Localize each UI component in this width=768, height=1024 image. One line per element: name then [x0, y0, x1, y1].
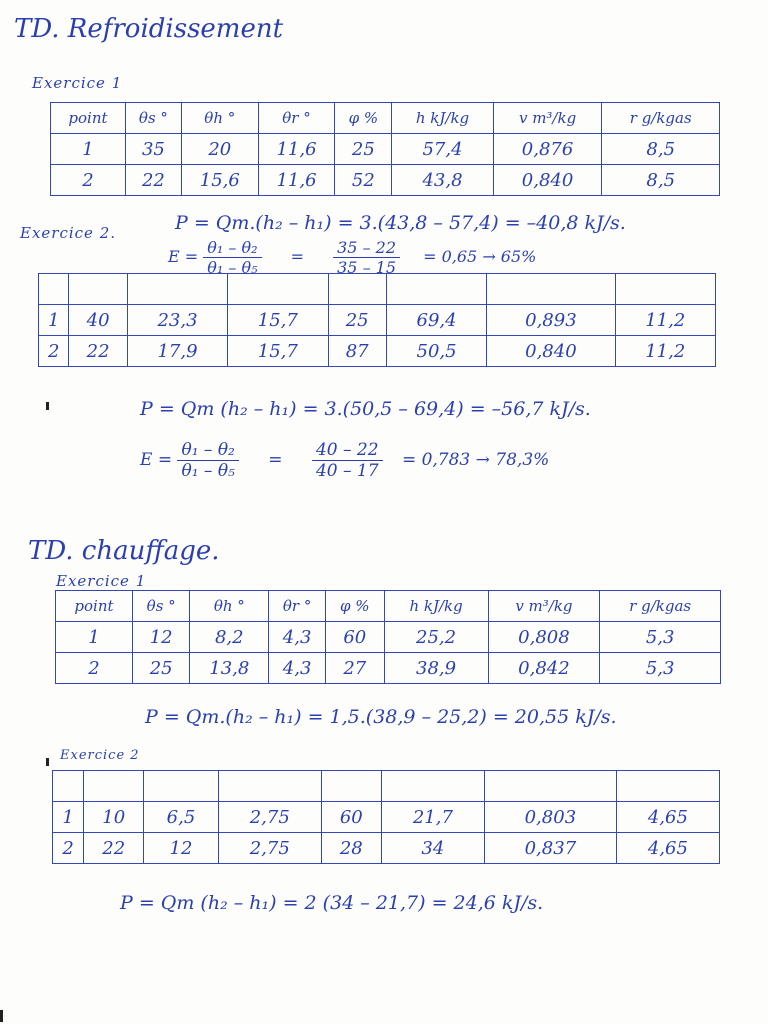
section2-title: TD. chauffage.: [28, 536, 220, 566]
table-header-row: [39, 274, 716, 305]
table-row-cell: 11,6: [258, 134, 335, 165]
eff-num: θ₁ – θ₂: [203, 238, 261, 258]
table-row-cell: 12: [144, 833, 218, 864]
eff2-den2: 40 – 17: [315, 461, 379, 481]
table-row-cell: 2: [39, 336, 69, 367]
table-row-cell: 20: [181, 134, 258, 165]
table-row-cell: 4,3: [269, 622, 326, 653]
eff-label: E =: [168, 247, 199, 266]
table-row-cell: 25: [328, 305, 386, 336]
table-row-cell: 11,2: [615, 336, 715, 367]
table-row-cell: 2: [53, 833, 84, 864]
chauf-ex2-table: [52, 770, 720, 864]
table-header-row-cell: [39, 274, 69, 305]
table-row-cell: 40: [69, 305, 127, 336]
table-row-cell: 2: [51, 165, 126, 196]
table-row-cell: 0,876: [493, 134, 602, 165]
table-row-cell: 22: [84, 833, 144, 864]
eff-fraction-symbolic: [203, 238, 261, 277]
table-header-row-cell: θs °: [125, 103, 181, 134]
table-row-cell: 2,75: [218, 802, 321, 833]
table-header-row-cell: [616, 771, 719, 802]
table-row-cell: 5,3: [600, 653, 721, 684]
table-header-row-cell: v m³/kg: [488, 591, 600, 622]
chauf-ex1-table: [55, 590, 721, 684]
table-header-row-cell: [484, 771, 616, 802]
table-row-cell: 10: [84, 802, 144, 833]
chauf-ex1-label: Exercice 1: [56, 572, 147, 590]
table-row-cell: 52: [335, 165, 392, 196]
table-row-cell: 21,7: [381, 802, 484, 833]
table-row-cell: 69,4: [386, 305, 486, 336]
table-header-row-cell: [381, 771, 484, 802]
table-header-row-cell: θr °: [258, 103, 335, 134]
eff-den2: 35 – 15: [337, 258, 397, 277]
eff2-result: = 0,783 → 78,3%: [401, 450, 550, 470]
table-row: [39, 336, 716, 367]
table-header-row-cell: [615, 274, 715, 305]
eff-equals: =: [290, 247, 305, 266]
table-row-cell: 8,5: [602, 165, 720, 196]
table-row-cell: 8,5: [602, 134, 720, 165]
table-row-cell: 34: [381, 833, 484, 864]
table-header-row-cell: θh °: [190, 591, 269, 622]
table-row-cell: 2: [56, 653, 133, 684]
table-row-cell: 27: [326, 653, 385, 684]
ex2-efficiency-equation-2: [140, 440, 549, 481]
table-header-row: [53, 771, 720, 802]
table-row-cell: 0,803: [484, 802, 616, 833]
table-row-cell: 22: [125, 165, 181, 196]
table-header-row-cell: [84, 771, 144, 802]
table-row-cell: 43,8: [392, 165, 493, 196]
table-row-cell: 25,2: [384, 622, 488, 653]
table-row-cell: 60: [321, 802, 381, 833]
table-row-cell: 6,5: [144, 802, 218, 833]
table-header-row-cell: θr °: [269, 591, 326, 622]
table-header-row-cell: θh °: [181, 103, 258, 134]
table-row-cell: 22: [69, 336, 127, 367]
table-row-cell: 17,9: [127, 336, 227, 367]
table-header-row-cell: point: [56, 591, 133, 622]
table-row: [51, 165, 720, 196]
eff2-num: θ₁ – θ₂: [177, 440, 238, 461]
table-row-cell: 57,4: [392, 134, 493, 165]
table-row-cell: 0,837: [484, 833, 616, 864]
table-row-cell: 1: [39, 305, 69, 336]
eff-result: = 0,65 → 65%: [423, 247, 537, 266]
table-row-cell: 87: [328, 336, 386, 367]
table-row-cell: 23,3: [127, 305, 227, 336]
table-header-row-cell: φ %: [335, 103, 392, 134]
ex1-label: Exercice 1: [32, 74, 123, 92]
table-header-row-cell: r g/kgas: [600, 591, 721, 622]
table-row: [56, 653, 721, 684]
table-row: [51, 134, 720, 165]
eff2-equals: =: [268, 450, 283, 470]
table-header-row: [56, 591, 721, 622]
ex2-power-equation-2: P = Qm (h₂ – h₁) = 3.(50,5 – 69,4) = –56,7 kJ/s.: [140, 398, 591, 420]
table-row: [53, 833, 720, 864]
chauf-ex2-power-equation: P = Qm (h₂ – h₁) = 2 (34 – 21,7) = 24,6 kJ/s.: [120, 892, 544, 914]
table-row-cell: 5,3: [600, 622, 721, 653]
table-row-cell: 12: [132, 622, 190, 653]
table-row-cell: 15,7: [228, 305, 328, 336]
margin-mark-2: [46, 758, 49, 766]
chauf-ex1-power-equation: P = Qm.(h₂ – h₁) = 1,5.(38,9 – 25,2) = 20,55 kJ/s.: [145, 706, 617, 728]
eff2-fraction-numeric: [312, 440, 383, 481]
table-row-cell: 0,893: [487, 305, 615, 336]
table-row: [39, 305, 716, 336]
eff2-label: E =: [140, 450, 173, 470]
table-header-row: [51, 103, 720, 134]
refroid-ex1-table: [50, 102, 720, 196]
table-header-row-cell: [53, 771, 84, 802]
table-header-row-cell: [144, 771, 218, 802]
table-header-row-cell: [228, 274, 328, 305]
table-row-cell: 0,840: [487, 336, 615, 367]
table-row-cell: 11,6: [258, 165, 335, 196]
table-row-cell: 0,840: [493, 165, 602, 196]
table-header-row-cell: [127, 274, 227, 305]
table-row-cell: 8,2: [190, 622, 269, 653]
eff2-den: θ₁ – θ₅: [181, 461, 235, 481]
eff-num2: 35 – 22: [333, 238, 400, 258]
eff2-fraction-symbolic: [177, 440, 238, 481]
eff2-num2: 40 – 22: [312, 440, 383, 461]
eff-fraction-numeric: [333, 238, 400, 277]
table-row-cell: 38,9: [384, 653, 488, 684]
table-row-cell: 11,2: [615, 305, 715, 336]
table-row-cell: 15,7: [228, 336, 328, 367]
table-row-cell: 1: [51, 134, 126, 165]
table-header-row-cell: φ %: [326, 591, 385, 622]
refroid-ex2-table: [38, 273, 716, 367]
table-row-cell: 15,6: [181, 165, 258, 196]
table-row: [56, 622, 721, 653]
table-row-cell: 60: [326, 622, 385, 653]
table-header-row-cell: [328, 274, 386, 305]
table-row: [53, 802, 720, 833]
table-row-cell: 28: [321, 833, 381, 864]
table-row-cell: 25: [132, 653, 190, 684]
ex2-efficiency-equation: [168, 238, 536, 277]
table-row-cell: 25: [335, 134, 392, 165]
ex2-label: Exercice 2.: [20, 224, 117, 242]
table-header-row-cell: [321, 771, 381, 802]
table-row-cell: 4,65: [616, 802, 719, 833]
table-header-row-cell: h kJ/kg: [392, 103, 493, 134]
table-row-cell: 50,5: [386, 336, 486, 367]
table-header-row-cell: [69, 274, 127, 305]
margin-mark-3: [0, 1010, 3, 1022]
table-header-row-cell: [487, 274, 615, 305]
ex2-power-equation: P = Qm.(h₂ – h₁) = 3.(43,8 – 57,4) = –40,8 kJ/s.: [175, 212, 626, 234]
table-header-row-cell: point: [51, 103, 126, 134]
table-header-row-cell: h kJ/kg: [384, 591, 488, 622]
table-header-row-cell: [218, 771, 321, 802]
eff-den: θ₁ – θ₅: [207, 258, 258, 277]
table-row-cell: 4,3: [269, 653, 326, 684]
chauf-ex2-label: Exercice 2: [60, 748, 140, 763]
table-row-cell: 1: [53, 802, 84, 833]
table-row-cell: 4,65: [616, 833, 719, 864]
table-row-cell: 13,8: [190, 653, 269, 684]
table-row-cell: 0,808: [488, 622, 600, 653]
table-row-cell: 35: [125, 134, 181, 165]
margin-mark-1: [46, 402, 49, 410]
table-row-cell: 2,75: [218, 833, 321, 864]
table-header-row-cell: v m³/kg: [493, 103, 602, 134]
section1-title: TD. Refroidissement: [14, 14, 284, 44]
table-row-cell: 0,842: [488, 653, 600, 684]
table-row-cell: 1: [56, 622, 133, 653]
table-header-row-cell: r g/kgas: [602, 103, 720, 134]
table-header-row-cell: [386, 274, 486, 305]
table-header-row-cell: θs °: [132, 591, 190, 622]
